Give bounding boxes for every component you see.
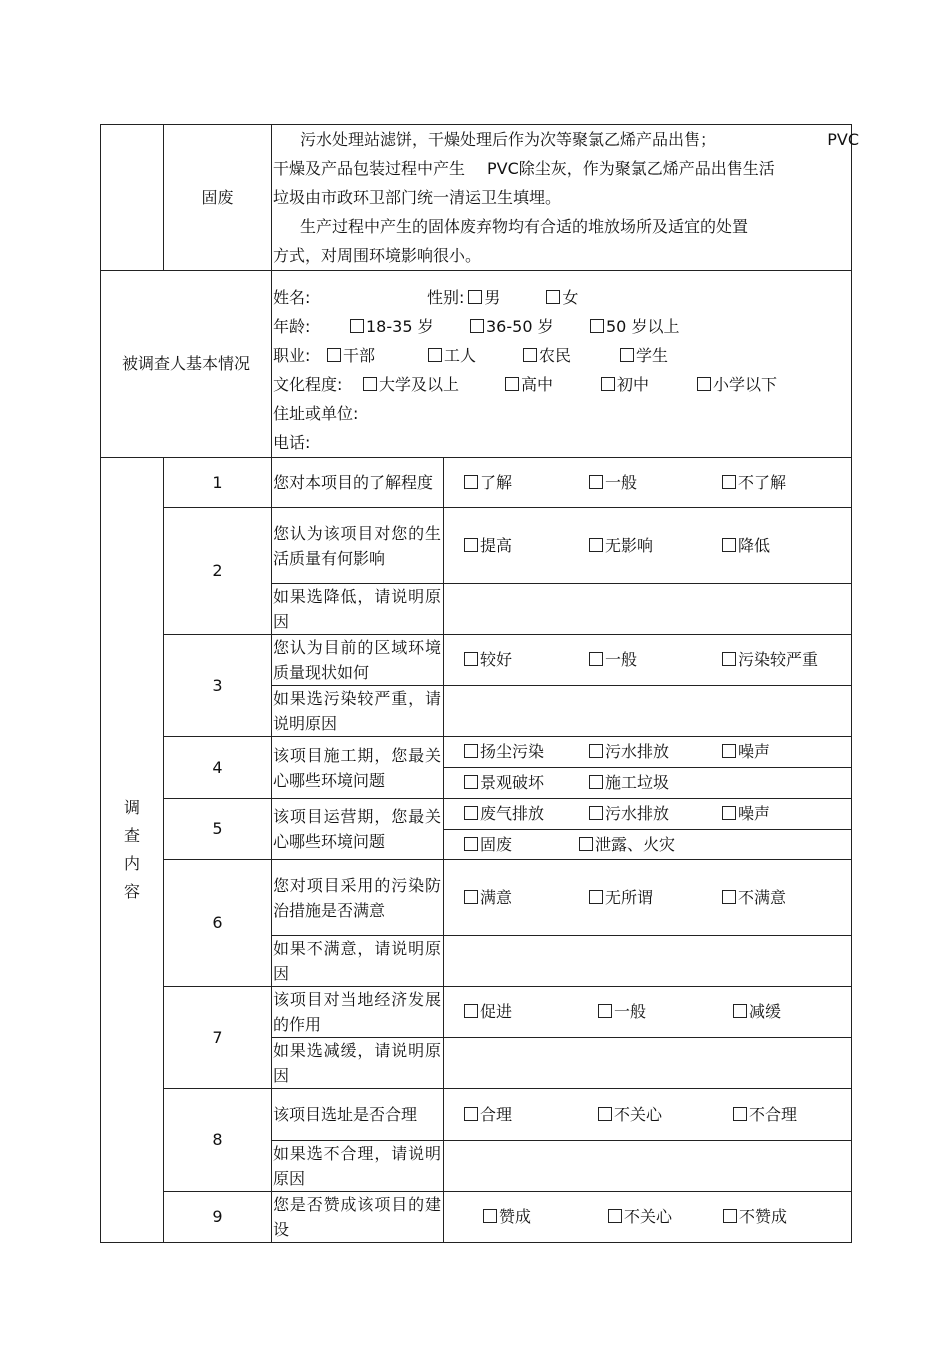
question-3-reason-field[interactable] (444, 686, 852, 737)
question-6-options (444, 860, 852, 936)
q7-option-average[interactable]: 一般 (598, 999, 733, 1025)
waste-line-1: 污水处理站滤饼，干燥处理后作为次等聚氯乙烯产品出售； PVC (300, 130, 860, 149)
q3-option-average[interactable]: 一般 (589, 647, 722, 673)
q5-option-sewage[interactable]: 污水排放 (589, 801, 722, 827)
question-7-followup: 如果选减缓，请说明原因 (272, 1038, 444, 1089)
q5-option-noise[interactable]: 噪声 (722, 801, 770, 827)
question-5-number: 5 (164, 799, 272, 860)
solid-waste-row (101, 125, 852, 271)
q9-option-support[interactable]: 赞成 (483, 1204, 608, 1230)
question-1-text: 您对本项目的了解程度 (272, 458, 444, 508)
question-3-number: 3 (164, 635, 272, 737)
question-5-options-row2 (444, 830, 852, 860)
job-worker-checkbox[interactable]: 工人 (428, 341, 523, 370)
question-2-reason-field[interactable] (444, 584, 852, 635)
question-9-text: 您是否赞成该项目的建设 (272, 1192, 444, 1243)
question-5-text: 该项目运营期，您最关心哪些环境问题 (272, 799, 444, 860)
blank-cell (101, 125, 164, 271)
respondent-label: 被调查人基本情况 (101, 271, 272, 458)
q5-option-leak-fire[interactable]: 泄露、火灾 (579, 832, 675, 858)
question-4-row (101, 737, 852, 768)
edu-university-checkbox[interactable]: 大学及以上 (363, 370, 505, 399)
question-2-text: 您认为该项目对您的生活质量有何影响 (272, 508, 444, 584)
waste-line-3: 垃圾由市政环卫部门统一清运卫生填埋。 (273, 188, 562, 207)
question-4-number: 4 (164, 737, 272, 799)
question-9-row (101, 1192, 852, 1243)
q3-option-good[interactable]: 较好 (464, 647, 589, 673)
question-2-options (444, 508, 852, 584)
q6-option-indifferent[interactable]: 无所谓 (589, 885, 722, 911)
q2-option-improve[interactable]: 提高 (464, 533, 589, 559)
edu-middleschool-checkbox[interactable]: 初中 (601, 370, 697, 399)
question-2-followup: 如果选降低，请说明原因 (272, 584, 444, 635)
q4-option-landscape[interactable]: 景观破坏 (464, 770, 589, 796)
q2-option-reduce[interactable]: 降低 (722, 533, 770, 559)
q8-option-reasonable[interactable]: 合理 (464, 1102, 598, 1128)
question-6-text: 您对项目采用的污染防治措施是否满意 (272, 860, 444, 936)
question-6-row (101, 860, 852, 936)
question-7-reason-field[interactable] (444, 1038, 852, 1089)
question-7-number: 7 (164, 987, 272, 1089)
edu-highschool-checkbox[interactable]: 高中 (505, 370, 601, 399)
age-line: 年龄: 18-35 岁 36-50 岁 50 岁以上 (273, 312, 849, 341)
question-8-followup: 如果选不合理，请说明原因 (272, 1141, 444, 1192)
question-7-options (444, 987, 852, 1038)
q1-option-understand[interactable]: 了解 (464, 470, 589, 496)
q5-option-exhaust[interactable]: 废气排放 (464, 801, 589, 827)
respondent-info (272, 271, 852, 458)
job-cadre-checkbox[interactable]: 干部 (327, 341, 428, 370)
waste-line-2: 干燥及产品包装过程中产生 PVC除尘灰，作为聚氯乙烯产品出售生活 (273, 159, 775, 178)
job-line: 职业: 干部 工人 农民 学生 (273, 341, 849, 370)
question-8-text: 该项目选址是否合理 (272, 1089, 444, 1141)
phone-line[interactable]: 电话: (273, 433, 311, 452)
q2-option-no-impact[interactable]: 无影响 (589, 533, 722, 559)
q6-option-satisfied[interactable]: 满意 (464, 885, 589, 911)
q4-option-dust[interactable]: 扬尘污染 (464, 739, 589, 765)
survey-form (100, 124, 860, 1243)
q4-option-noise[interactable]: 噪声 (722, 739, 770, 765)
question-1-row (101, 458, 852, 508)
edu-primary-checkbox[interactable]: 小学以下 (697, 370, 777, 399)
question-1-options (444, 458, 852, 508)
q3-option-polluted[interactable]: 污染较严重 (722, 647, 818, 673)
question-7-row (101, 987, 852, 1038)
q1-option-not-understand[interactable]: 不了解 (722, 470, 786, 496)
question-8-reason-field[interactable] (444, 1141, 852, 1192)
question-8-number: 8 (164, 1089, 272, 1192)
question-4-options-row2 (444, 768, 852, 799)
age-50-plus-checkbox[interactable]: 50 岁以上 (590, 312, 679, 341)
q9-option-dont-care[interactable]: 不关心 (608, 1204, 723, 1230)
question-1-number: 1 (164, 458, 272, 508)
waste-line-4: 生产过程中产生的固体废弃物均有合适的堆放场所及适宜的处置 (300, 217, 749, 236)
question-3-row (101, 635, 852, 686)
q5-option-solid-waste[interactable]: 固废 (464, 832, 579, 858)
survey-table (100, 124, 860, 1243)
question-6-number: 6 (164, 860, 272, 987)
question-4-text: 该项目施工期，您最关心哪些环境问题 (272, 737, 444, 799)
gender-female-checkbox[interactable]: 女 (546, 283, 578, 312)
question-7-text: 该项目对当地经济发展的作用 (272, 987, 444, 1038)
respondent-row (101, 271, 852, 458)
q1-option-average[interactable]: 一般 (589, 470, 722, 496)
q4-option-construction-waste[interactable]: 施工垃圾 (589, 770, 669, 796)
question-3-options (444, 635, 852, 686)
question-3-followup: 如果选污染较严重，请说明原因 (272, 686, 444, 737)
age-36-50-checkbox[interactable]: 36-50 岁 (470, 312, 590, 341)
q8-option-unreasonable[interactable]: 不合理 (733, 1102, 797, 1128)
job-student-checkbox[interactable]: 学生 (620, 341, 668, 370)
question-2-number: 2 (164, 508, 272, 635)
question-5-options-row1 (444, 799, 852, 830)
question-8-options (444, 1089, 852, 1141)
solid-waste-label: 固废 (164, 125, 272, 271)
q4-option-sewage[interactable]: 污水排放 (589, 739, 722, 765)
name-gender-line[interactable]: 姓名: 性别: 男 女 (273, 283, 849, 312)
address-line[interactable]: 住址或单位: (273, 404, 359, 423)
q7-option-slow[interactable]: 减缓 (733, 999, 781, 1025)
q9-option-oppose[interactable]: 不赞成 (723, 1204, 787, 1230)
gender-male-checkbox[interactable]: 男 (468, 283, 546, 312)
question-4-options-row1 (444, 737, 852, 768)
job-farmer-checkbox[interactable]: 农民 (523, 341, 620, 370)
question-2-row (101, 508, 852, 584)
question-9-options (444, 1192, 852, 1243)
q8-option-dont-care[interactable]: 不关心 (598, 1102, 733, 1128)
education-line: 文化程度: 大学及以上 高中 初中 小学以下 (273, 370, 849, 399)
q7-option-promote[interactable]: 促进 (464, 999, 598, 1025)
question-6-followup: 如果不满意，请说明原因 (272, 936, 444, 987)
question-5-row (101, 799, 852, 830)
solid-waste-description (272, 125, 860, 271)
q6-option-unsatisfied[interactable]: 不满意 (722, 885, 786, 911)
waste-line-5: 方式，对周围环境影响很小。 (273, 246, 482, 265)
question-8-row (101, 1089, 852, 1141)
question-9-number: 9 (164, 1192, 272, 1243)
survey-section-label: 调 查 内 容 (101, 458, 164, 1243)
question-3-text: 您认为目前的区域环境质量现状如何 (272, 635, 444, 686)
age-18-35-checkbox[interactable]: 18-35 岁 (350, 312, 470, 341)
question-6-reason-field[interactable] (444, 936, 852, 987)
